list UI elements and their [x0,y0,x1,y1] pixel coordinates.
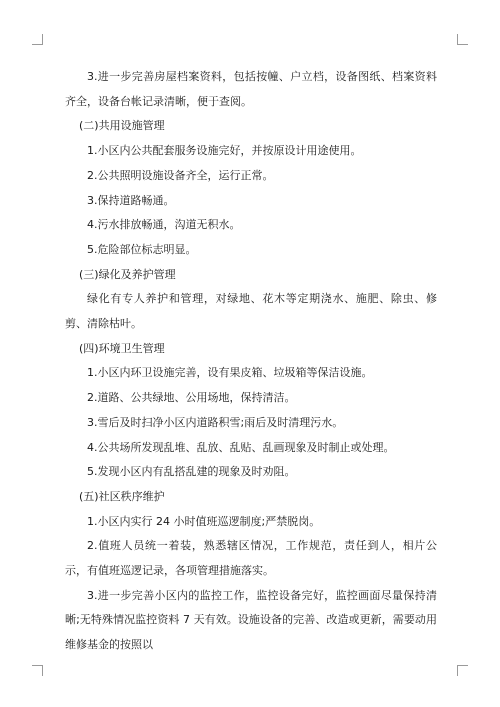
paragraph: 3.进一步完善房屋档案资料，包括按幢、户立档，设备图纸、档案资料齐全，设备台帐记录清晰，便于查阅。 [65,70,437,108]
section-heading: (二)共用设施管理 [79,119,165,133]
paragraph: 2.道路、公共绿地、公用场地，保持清洁。 [87,391,296,405]
paragraph: 5.危险部位标志明显。 [87,242,197,256]
paragraph: 绿化有专人养护和管理，对绿地、花木等定期浇水、施肥、除虫、修剪、清除枯叶。 [65,292,437,331]
paragraph: 2.公共照明设施设备齐全，运行正常。 [87,168,274,182]
section-heading: (五)社区秩序维护 [79,489,165,503]
crop-mark-bottom-left [32,665,43,676]
paragraph: 3.进一步完善小区内的监控工作，监控设备完好，监控画面尽量保持清晰;无特殊情况监控资料 7 天有效。设施设备的完善、改造或更新，需要动用维修基金的按照以 [65,588,437,652]
document-body [65,65,437,658]
paragraph: 3.雪后及时扫净小区内道路积雪;雨后及时清理污水。 [87,415,344,429]
paragraph: 1.小区内实行 24 小时值班巡逻制度;严禁脱岗。 [87,514,321,528]
section-heading: (四)环境卫生管理 [79,341,165,355]
crop-mark-top-left [32,34,43,45]
crop-mark-top-right [457,34,468,45]
paragraph: 5.发现小区内有乱搭乱建的现象及时劝阻。 [87,465,296,479]
paragraph: 1.小区内公共配套服务设施完好，并按原设计用途使用。 [87,144,362,158]
paragraph: 4.污水排放畅通，沟道无积水。 [87,218,241,232]
crop-mark-bottom-right [457,665,468,676]
paragraph: 1.小区内环卫设施完善，设有果皮箱、垃圾箱等保洁设施。 [87,366,373,380]
paragraph: 3.保持道路畅通。 [87,193,175,207]
paragraph: 4.公共场所发现乱堆、乱放、乱贴、乱画现象及时制止或处理。 [87,440,395,454]
paragraph: 2.值班人员统一着装，熟悉辖区情况，工作规范，责任到人，相片公示，有值班巡逻记录，各项管理措施落实。 [65,539,437,578]
section-heading: (三)绿化及养护管理 [79,267,176,281]
